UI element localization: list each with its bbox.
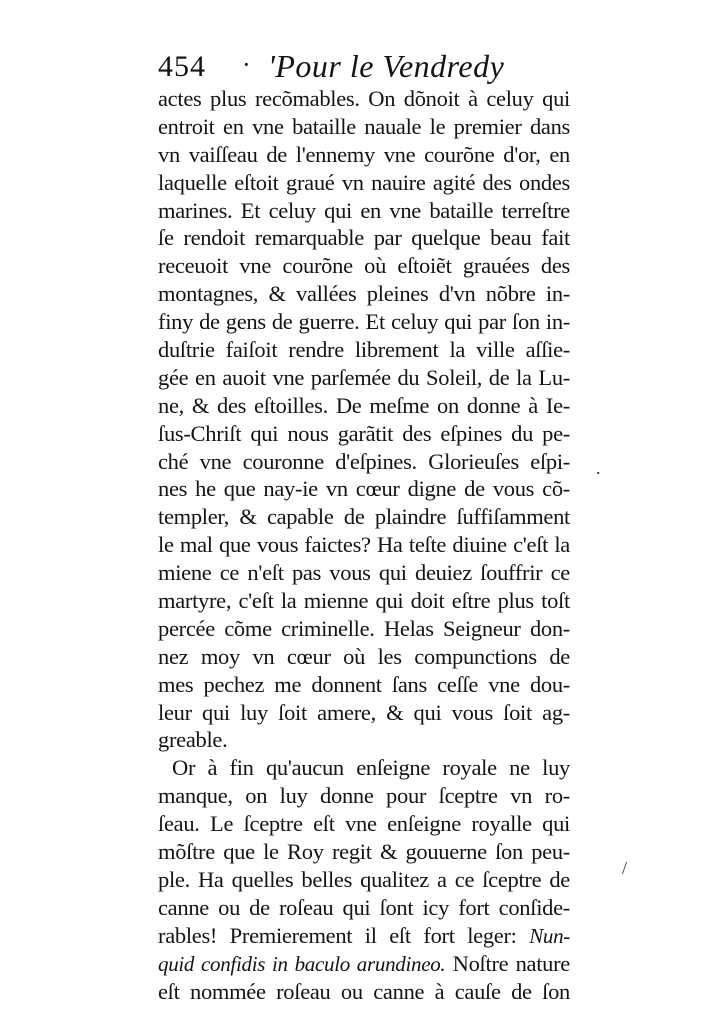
line-text: rables! Premierement il eſt fort leger:	[158, 922, 517, 948]
text-line: templer, & capable de plaindre ſuffiſamment	[158, 504, 570, 530]
text-line: ne, & des eſtoilles. De meſme on donne à Ie-	[158, 392, 570, 418]
paragraph-1	[158, 85, 570, 754]
text-line: nes he que nay-ie vn cœur digne de vous cõ-	[158, 476, 570, 502]
text-line: vn vaiſſeau de l'ennemy vne courõne d'or, en	[158, 141, 570, 167]
header-separator: ·	[242, 50, 251, 79]
text-line: percée cõme criminelle. Helas Seigneur don-	[158, 615, 570, 641]
text-line: greable.	[158, 727, 228, 753]
text-line: canne ou de roſeau qui ſont icy fort conſide-	[158, 894, 570, 920]
text-line: miene ce n'eſt pas vous qui deuiez ſouffrir ce	[158, 560, 570, 586]
page-number: 454	[158, 50, 206, 83]
text-line: manque, on luy donne pour ſceptre vn ro-	[158, 783, 570, 809]
text-line: entroit en vne bataille nauale le premier dans	[158, 113, 570, 139]
latin-quote-start: Nun-	[529, 923, 570, 948]
text-line: nez moy vn cœur où les compunctions de	[158, 643, 570, 669]
text-line: mes pechez me donnent ſans ceſſe vne dou-	[158, 671, 570, 697]
text-line: montagnes, & vallées pleines d'vn nõbre in-	[158, 281, 570, 307]
text-line	[158, 922, 570, 950]
text-line: finy de gens de guerre. Et celuy qui par ſon in-	[158, 309, 570, 335]
text-line: mõſtre que le Roy regit & gouuerne ſon peu-	[158, 839, 570, 865]
text-line: gée en auoit vne parſemée du Soleil, de la Lu-	[158, 364, 570, 390]
text-line: eſt nommée roſeau ou canne à cauſe de ſon	[158, 978, 570, 1004]
line-text: Noſtre nature	[452, 950, 570, 976]
text-line: le mal que vous faictes? Ha teſte diuine c'eſt la	[158, 532, 570, 558]
text-line: ché vne couronne d'eſpines. Glorieuſes eſpi-	[158, 448, 570, 474]
text-line: ſeau. Le ſceptre eſt vne enſeigne royalle qui	[158, 811, 570, 837]
running-title: 'Pour le Vendredy	[268, 48, 505, 84]
text-line: marines. Et celuy qui en vne bataille terreſtre	[158, 197, 570, 223]
text-line: laquelle eſtoit graué vn nauire agité des ondes	[158, 169, 570, 195]
text-line	[158, 950, 570, 978]
text-line: actes plus recõmables. On dõnoit à celuy qui	[158, 86, 570, 111]
margin-mark: /	[622, 858, 628, 878]
text-line: ſe rendoit remarquable par quelque beau fait	[158, 225, 570, 251]
text-line: Or à fin qu'aucun enſeigne royale ne luy	[172, 755, 570, 781]
text-line: ſus-Chriſt qui nous garãtit des eſpines du pe-	[158, 420, 570, 446]
latin-quote: quid confidis in baculo arundineo.	[158, 951, 446, 976]
body-text	[158, 85, 570, 1005]
text-line: martyre, c'eſt la mienne qui doit eſtre plus toſt	[158, 588, 570, 614]
text-line: duſtrie faiſoit rendre librement la ville aſſie-	[158, 337, 570, 363]
margin-mark: .	[596, 458, 601, 478]
text-line: ple. Ha quelles belles qualitez a ce ſceptre de	[158, 866, 570, 892]
text-line: receuoit vne courõne où eſtoiẽt grauées des	[158, 253, 570, 279]
paragraph-2	[158, 754, 570, 1005]
page-header	[158, 46, 578, 90]
text-line: leur qui luy ſoit amere, & qui vous ſoit ag-	[158, 699, 570, 725]
